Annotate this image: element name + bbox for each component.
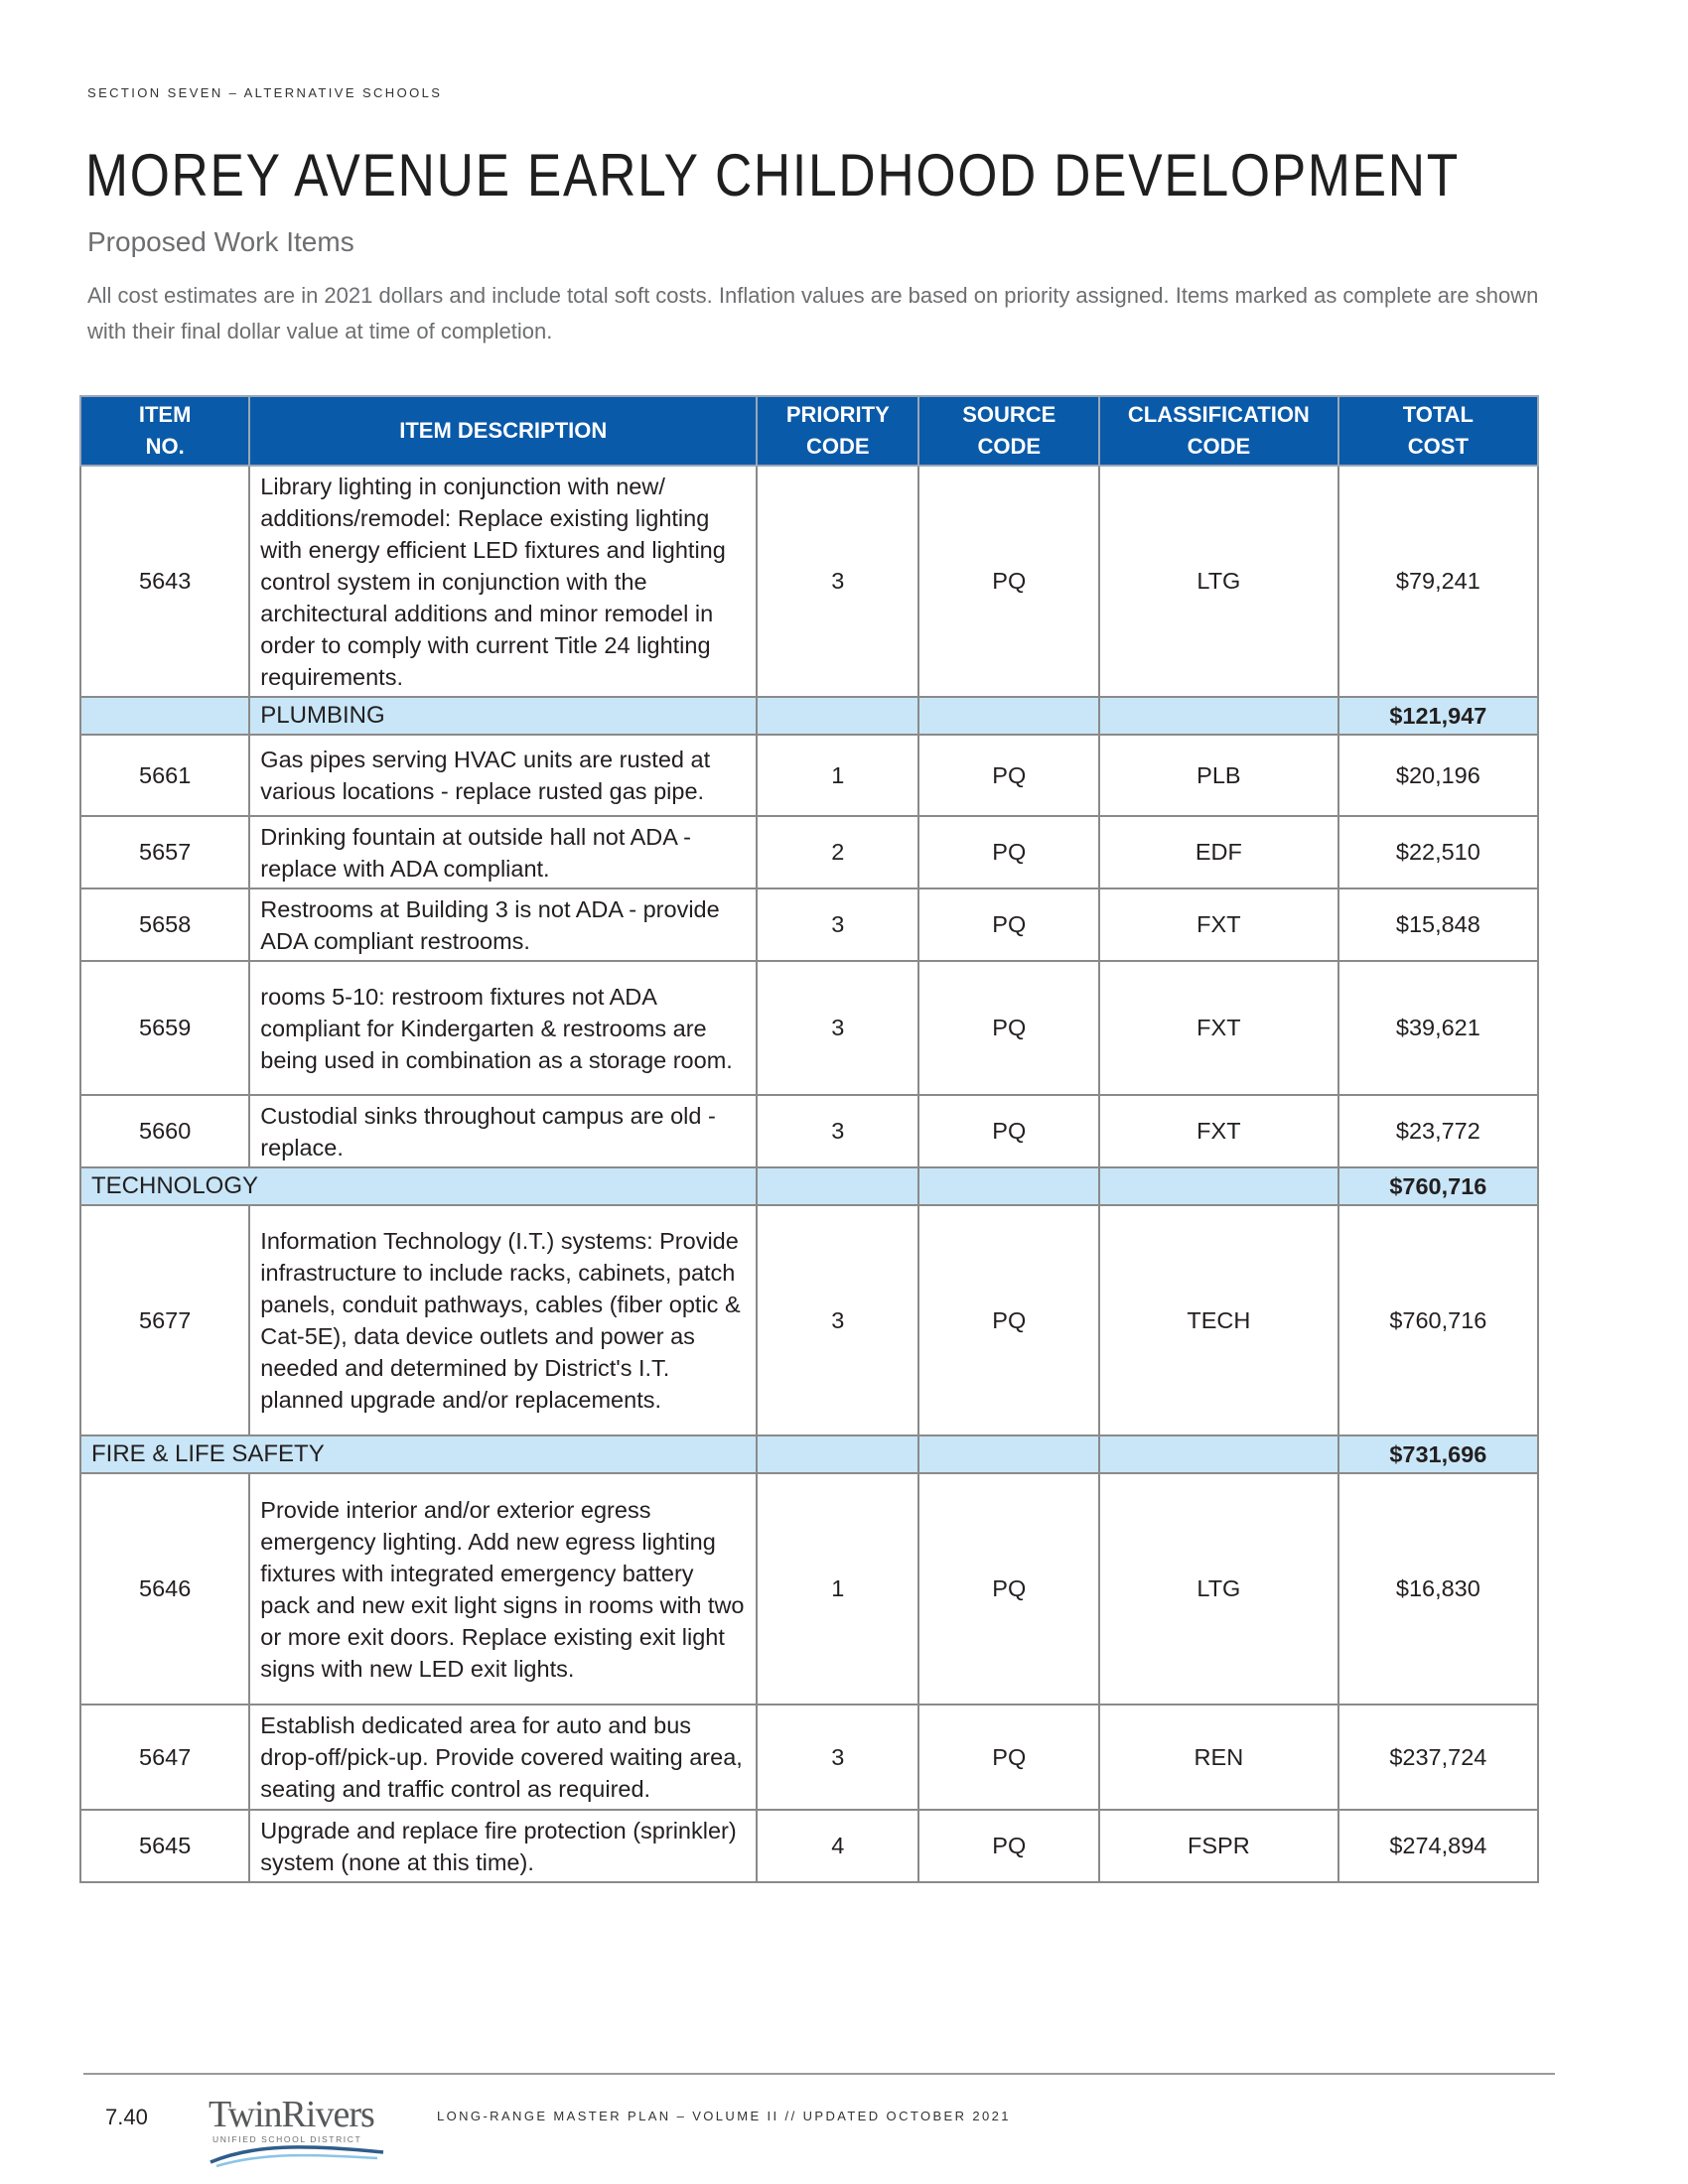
priority-code: 3	[757, 1205, 918, 1435]
item-description: Custodial sinks throughout campus are old - replace.	[249, 1095, 757, 1167]
source-code: PQ	[918, 1095, 1099, 1167]
river-swoosh-icon	[209, 2142, 387, 2168]
category-spacer	[757, 1167, 918, 1205]
column-header-priority: PRIORITY CODE	[757, 396, 918, 466]
category-label: TECHNOLOGY	[80, 1167, 757, 1205]
classification-code: LTG	[1099, 466, 1338, 697]
table-row	[80, 1810, 1538, 1882]
logo-wordmark: TwinRivers	[209, 2094, 374, 2135]
source-code: PQ	[918, 466, 1099, 697]
source-code: PQ	[918, 816, 1099, 888]
page-subtitle: Proposed Work Items	[87, 226, 354, 257]
item-description: Drinking fountain at outside hall not ADA - replace with ADA compliant.	[249, 816, 757, 888]
item-description: rooms 5-10: restroom fixtures not ADA compliant for Kindergarten & restrooms are being used in combination as a storage room.	[249, 961, 757, 1095]
source-code: PQ	[918, 888, 1099, 961]
table-header-row	[80, 396, 1538, 466]
table-row	[80, 1705, 1538, 1810]
table-row	[80, 961, 1538, 1095]
item-description: Library lighting in conjunction with new/ additions/remodel: Replace existing lighting with energy efficient LED fixtures and lighting control system in conjunction with the architectural additions and minor remodel in order to comply with current Title 24 lighting requirements.	[249, 466, 757, 697]
total-cost: $79,241	[1338, 466, 1538, 697]
source-code: PQ	[918, 1810, 1099, 1882]
classification-code: FSPR	[1099, 1810, 1338, 1882]
priority-code: 3	[757, 1705, 918, 1810]
category-spacer	[1099, 1435, 1338, 1473]
priority-code: 1	[757, 735, 918, 816]
category-total: $731,696	[1338, 1435, 1538, 1473]
category-total: $121,947	[1338, 697, 1538, 735]
priority-code: 2	[757, 816, 918, 888]
item-number: 5658	[80, 888, 249, 961]
total-cost: $760,716	[1338, 1205, 1538, 1435]
item-description: Upgrade and replace fire protection (sprinkler) system (none at this time).	[249, 1810, 757, 1882]
item-number: 5647	[80, 1705, 249, 1810]
category-spacer	[918, 1435, 1099, 1473]
column-header-description: ITEM DESCRIPTION	[249, 396, 757, 466]
category-spacer	[918, 1167, 1099, 1205]
item-number: 5660	[80, 1095, 249, 1167]
footer-text: LONG-RANGE MASTER PLAN – VOLUME II // UPDATED OCTOBER 2021	[437, 2109, 1011, 2123]
classification-code: FXT	[1099, 961, 1338, 1095]
priority-code: 3	[757, 1095, 918, 1167]
section-label: SECTION SEVEN – ALTERNATIVE SCHOOLS	[87, 85, 443, 100]
page-title: MOREY AVENUE EARLY CHILDHOOD DEVELOPMENT	[85, 142, 1460, 208]
table-row	[80, 1473, 1538, 1705]
item-description: Provide interior and/or exterior egress emergency lighting. Add new egress lighting fixtures with integrated emergency battery pack and new exit light signs in rooms with two or more exit doors. Replace existing exit light signs with new LED exit lights.	[249, 1473, 757, 1705]
category-label: PLUMBING	[249, 697, 757, 735]
classification-code: PLB	[1099, 735, 1338, 816]
item-description: Gas pipes serving HVAC units are rusted at various locations - replace rusted gas pipe.	[249, 735, 757, 816]
category-spacer	[1099, 1167, 1338, 1205]
intro-paragraph: All cost estimates are in 2021 dollars and include total soft costs. Inflation values are based on priority assigned. Items marked as complete are shown with their final dollar value at time of completion.	[87, 283, 1539, 343]
category-label: FIRE & LIFE SAFETY	[80, 1435, 757, 1473]
priority-code: 4	[757, 1810, 918, 1882]
source-code: PQ	[918, 735, 1099, 816]
item-number: 5657	[80, 816, 249, 888]
page-number: 7.40	[105, 2105, 148, 2129]
total-cost: $39,621	[1338, 961, 1538, 1095]
classification-code: LTG	[1099, 1473, 1338, 1705]
footer-divider	[83, 2073, 1555, 2075]
work-items-table	[79, 395, 1539, 1883]
item-number: 5677	[80, 1205, 249, 1435]
logo-tagline: UNIFIED SCHOOL DISTRICT	[212, 2134, 362, 2144]
category-row-plumbing	[80, 697, 1538, 735]
source-code: PQ	[918, 1705, 1099, 1810]
category-spacer	[757, 697, 918, 735]
item-description: Information Technology (I.T.) systems: Provide infrastructure to include racks, cabinets, patch panels, conduit pathways, cables (fiber optic & Cat-5E), data device outlets and power as needed and determined by District's I.T. planned upgrade and/or replacements.	[249, 1205, 757, 1435]
item-number: 5659	[80, 961, 249, 1095]
category-spacer	[1099, 697, 1338, 735]
table-row	[80, 1095, 1538, 1167]
category-row-technology	[80, 1167, 1538, 1205]
total-cost: $16,830	[1338, 1473, 1538, 1705]
item-number: 5646	[80, 1473, 249, 1705]
district-logo	[209, 2093, 387, 2170]
item-number: 5645	[80, 1810, 249, 1882]
item-number: 5643	[80, 466, 249, 697]
classification-code: FXT	[1099, 888, 1338, 961]
category-spacer	[918, 697, 1099, 735]
total-cost: $22,510	[1338, 816, 1538, 888]
item-description: Restrooms at Building 3 is not ADA - provide ADA compliant restrooms.	[249, 888, 757, 961]
item-description: Establish dedicated area for auto and bus drop-off/pick-up. Provide covered waiting area, seating and traffic control as required.	[249, 1705, 757, 1810]
classification-code: REN	[1099, 1705, 1338, 1810]
priority-code: 1	[757, 1473, 918, 1705]
classification-code: EDF	[1099, 816, 1338, 888]
table-row	[80, 816, 1538, 888]
total-cost: $20,196	[1338, 735, 1538, 816]
classification-code: FXT	[1099, 1095, 1338, 1167]
column-header-source: SOURCE CODE	[918, 396, 1099, 466]
classification-code: TECH	[1099, 1205, 1338, 1435]
table-row	[80, 888, 1538, 961]
total-cost: $237,724	[1338, 1705, 1538, 1810]
total-cost: $23,772	[1338, 1095, 1538, 1167]
priority-code: 3	[757, 888, 918, 961]
total-cost: $15,848	[1338, 888, 1538, 961]
priority-code: 3	[757, 466, 918, 697]
category-spacer	[757, 1435, 918, 1473]
category-spacer	[80, 697, 249, 735]
source-code: PQ	[918, 1205, 1099, 1435]
column-header-total: TOTAL COST	[1338, 396, 1538, 466]
table-row	[80, 1205, 1538, 1435]
category-row-fire-life-safety	[80, 1435, 1538, 1473]
total-cost: $274,894	[1338, 1810, 1538, 1882]
source-code: PQ	[918, 1473, 1099, 1705]
column-header-item-no: ITEM NO.	[80, 396, 249, 466]
source-code: PQ	[918, 961, 1099, 1095]
item-number: 5661	[80, 735, 249, 816]
table-row	[80, 735, 1538, 816]
category-total: $760,716	[1338, 1167, 1538, 1205]
column-header-classification: CLASSIFICATION CODE	[1099, 396, 1338, 466]
priority-code: 3	[757, 961, 918, 1095]
table-row	[80, 466, 1538, 697]
